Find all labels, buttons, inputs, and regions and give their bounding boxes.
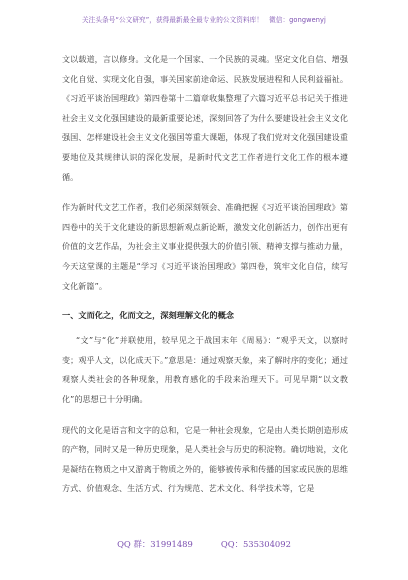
footer-contacts: [0, 538, 408, 550]
footer-qq: QQ：535304092: [220, 539, 291, 549]
header-banner: [0, 14, 408, 24]
section-paragraph-1: “文”与“化”并联使用，较早见之于战国末年《周易》：“观乎天文，以察时变；观乎人文，以化成天下。”意思是：通过观察天象，来了解时序的变化；通过观察人类社会的各种现象，用教育感化的手段来治理天下。可见早期“以文教化”的思想已十分明确。: [62, 335, 348, 404]
section-paragraph-2: 现代的文化是语言和文字的总和，它是一种社会现象，它是由人类长期创造形成的产物，同时又是一种历史现象，是人类社会与历史的积淀物。确切地说，文化是凝结在物质之中又游离于物质之外的，能够被传承和传播的国家或民族的思维方式、价值观念、生活方式、行为规范、艺术文化、科学技术等，它是: [62, 424, 348, 494]
body-paragraph-2: 作为新时代文艺工作者，我们必须深刻领会、准确把握《习近平谈治国理政》第四卷中的关于文化建设的新思想新观点新论断，激发文化创新活力，创作出更有价值的文艺作品，为社会主义事业提供强大的价值引领、精神支撑与推动力量，今天这堂课的主题是“学习《习近平谈治国理政》第四卷，筑牢文化自信，续写文化新篇”。: [62, 202, 348, 291]
footer-qq-group: QQ 群：31991489: [117, 539, 193, 549]
document-body: [62, 50, 348, 499]
section-heading: 一、文而化之，化而文之，深刻理解文化的概念: [62, 310, 234, 321]
body-paragraph-1: 文以载道，言以修身。文化是一个国家、一个民族的灵魂。坚定文化自信、增强文化自觉、实现文化自强，事关国家前途命运、民族发展进程和人民利益福祉。《习近平谈治国理政》第四卷第十二篇章收集整理了六篇习近平总书记关于推进社会主义文化强国建设的最新重要论述，深刻回答了为什么要建设社会主义文化强国、怎样建设社会主义文化强国等重大课题，体现了我们党对文化强国建设重要地位及其规律认识的深化发展，是新时代文艺工作者进行文化工作的根本遵循。: [62, 54, 348, 182]
banner-text: 关注头条号“公文研究”，获得最新最全最专业的公文资料库！: [81, 16, 264, 24]
banner-wechat: 微信：gongwenyj: [269, 16, 326, 24]
